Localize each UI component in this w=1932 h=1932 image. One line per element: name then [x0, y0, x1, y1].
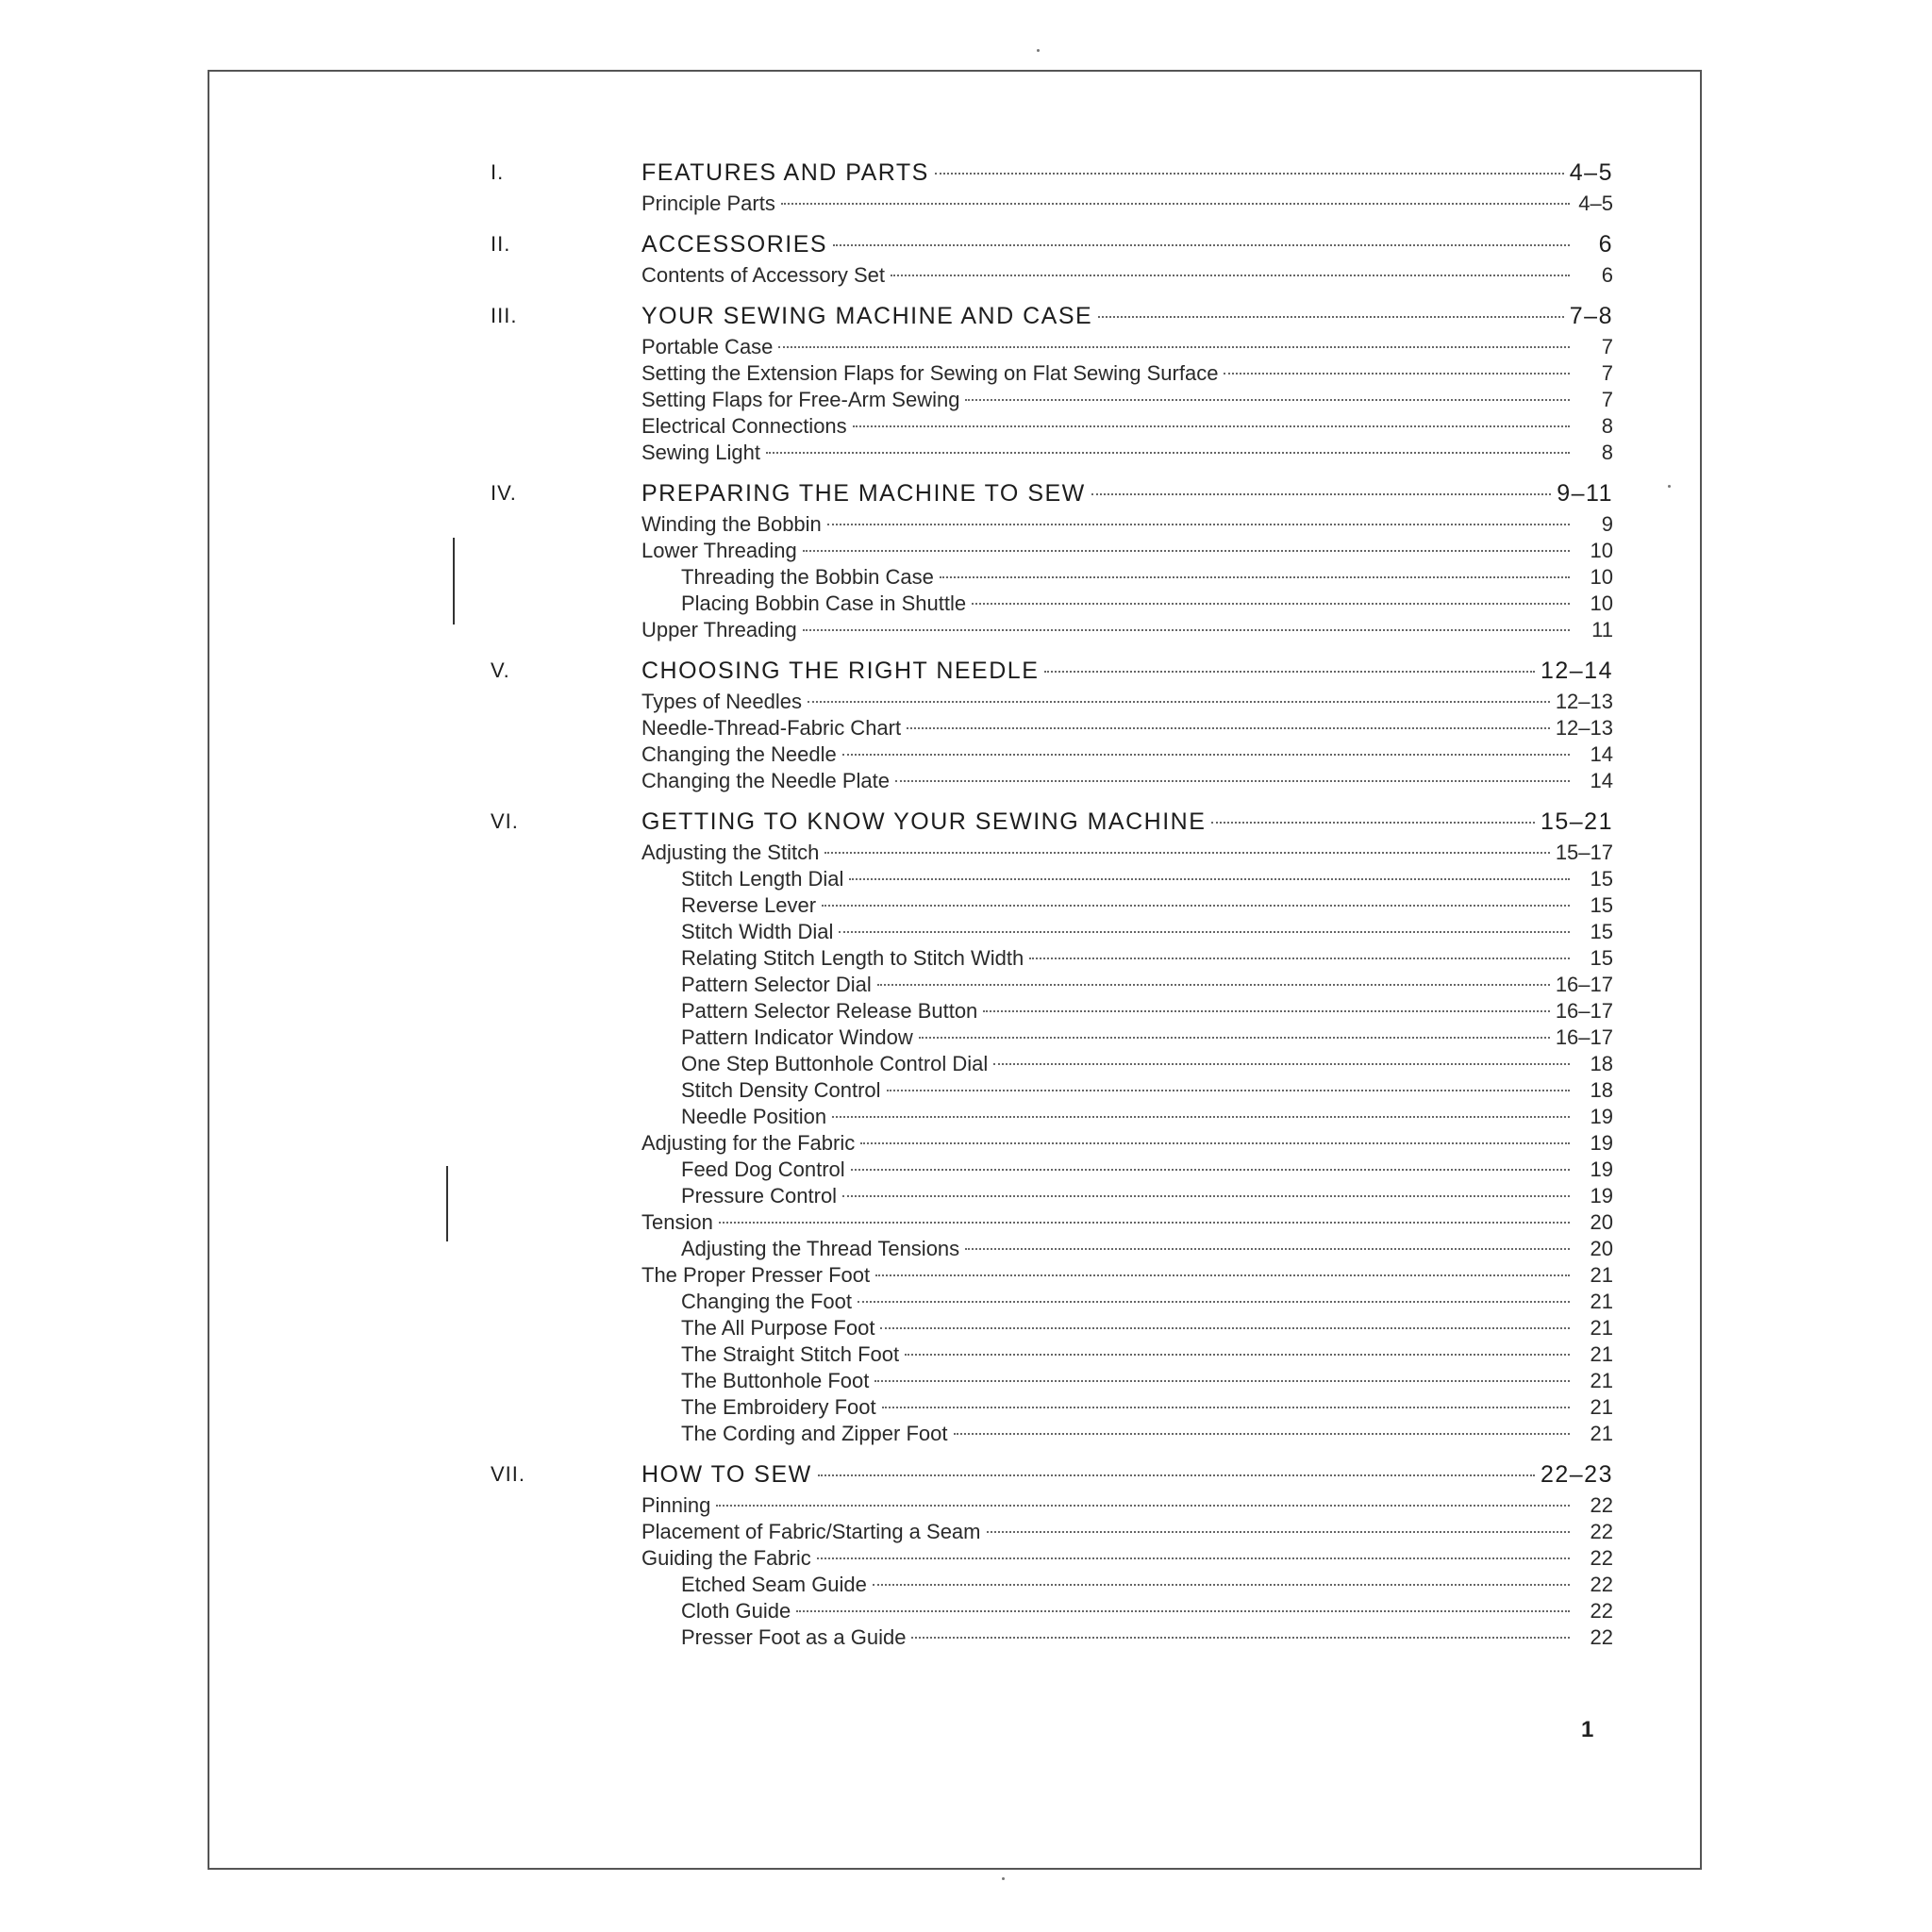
section-pages: 7–8 — [1569, 303, 1613, 329]
toc-entry — [509, 440, 1613, 466]
section-pages: 9–11 — [1557, 480, 1613, 507]
section-title: YOUR SEWING MACHINE AND CASE — [641, 303, 1093, 329]
toc-entry — [509, 1024, 1613, 1051]
toc-entry — [509, 998, 1613, 1024]
entry-pages: 22 — [1590, 1573, 1613, 1596]
entry-title: Changing the Foot — [681, 1290, 853, 1313]
toc-entry — [509, 360, 1613, 387]
section-gap — [509, 217, 1613, 226]
dot-leader — [858, 1301, 1570, 1303]
section-numeral: IV. — [491, 481, 517, 505]
section-title: GETTING TO KNOW YOUR SEWING MACHINE — [641, 808, 1207, 835]
dot-leader — [818, 1474, 1535, 1476]
entry-pages: 6 — [1601, 263, 1613, 287]
entry-pages: 19 — [1590, 1158, 1613, 1181]
section-title: PREPARING THE MACHINE TO SEW — [641, 480, 1086, 507]
dot-leader — [1211, 822, 1535, 824]
entry-pages: 22 — [1590, 1599, 1613, 1623]
entry-title: Changing the Needle Plate — [641, 769, 890, 792]
scan-speck — [1037, 49, 1040, 52]
entry-pages: 14 — [1590, 769, 1613, 792]
dot-leader — [987, 1531, 1571, 1533]
entry-title: Lower Threading — [641, 539, 797, 562]
dot-leader — [1224, 373, 1570, 375]
entry-pages: 20 — [1590, 1237, 1613, 1260]
entry-title: Guiding the Fabric — [641, 1546, 811, 1570]
toc-entry — [509, 866, 1613, 892]
entry-pages: 21 — [1590, 1342, 1613, 1366]
entry-pages: 8 — [1601, 414, 1613, 438]
toc-entry — [509, 1077, 1613, 1104]
dot-leader — [796, 1610, 1570, 1612]
toc-entry — [509, 715, 1613, 741]
toc-section — [491, 475, 1613, 643]
entry-title: Presser Foot as a Guide — [681, 1625, 907, 1649]
toc-entry — [509, 191, 1613, 217]
toc-entry — [509, 689, 1613, 715]
entry-pages: 21 — [1590, 1369, 1613, 1392]
dot-leader — [983, 1010, 1550, 1012]
margin-mark — [453, 538, 455, 625]
toc-entry — [509, 591, 1613, 617]
section-numeral: VII. — [491, 1462, 526, 1486]
entry-title: Pattern Selector Dial — [681, 973, 872, 996]
entry-pages: 4–5 — [1578, 192, 1613, 215]
entry-title: Threading the Bobbin Case — [681, 565, 934, 589]
section-pages: 15–21 — [1540, 808, 1613, 835]
dot-leader — [808, 701, 1550, 703]
toc-entry — [509, 945, 1613, 972]
toc-entry — [509, 1341, 1613, 1368]
toc-entry — [509, 1394, 1613, 1421]
toc-entry — [509, 564, 1613, 591]
entry-title: Stitch Width Dial — [681, 920, 834, 943]
entry-title: The Straight Stitch Foot — [681, 1342, 900, 1366]
entry-pages: 22 — [1590, 1625, 1613, 1649]
dot-leader — [954, 1433, 1571, 1435]
entry-title: Placing Bobbin Case in Shuttle — [681, 591, 967, 615]
entry-title: The Cording and Zipper Foot — [681, 1422, 948, 1445]
section-numeral: V. — [491, 658, 510, 682]
toc-entry — [509, 1157, 1613, 1183]
section-pages: 4–5 — [1569, 159, 1613, 186]
toc-section-heading — [491, 653, 1613, 689]
entry-title: The Proper Presser Foot — [641, 1263, 871, 1287]
entry-pages: 15 — [1590, 867, 1613, 891]
entry-pages: 21 — [1590, 1316, 1613, 1340]
entry-title: Sewing Light — [641, 441, 760, 464]
dot-leader — [860, 1142, 1570, 1144]
section-gap — [509, 794, 1613, 804]
table-of-contents — [491, 155, 1613, 1651]
dot-leader — [993, 1063, 1570, 1065]
toc-entry — [509, 387, 1613, 413]
entry-title: Feed Dog Control — [681, 1158, 845, 1181]
entry-title: Principle Parts — [641, 192, 775, 215]
toc-section — [491, 804, 1613, 1447]
entry-title: Etched Seam Guide — [681, 1573, 867, 1596]
entry-pages: 20 — [1590, 1210, 1613, 1234]
entry-title: Adjusting the Thread Tensions — [681, 1237, 960, 1260]
entry-pages: 15–17 — [1555, 841, 1613, 864]
dot-leader — [965, 399, 1570, 401]
dot-leader — [875, 1274, 1570, 1276]
entry-title: Stitch Length Dial — [681, 867, 844, 891]
dot-leader — [716, 1505, 1570, 1507]
entry-pages: 7 — [1601, 335, 1613, 358]
section-gap — [509, 643, 1613, 653]
toc-section — [491, 155, 1613, 217]
section-title: ACCESSORIES — [641, 231, 828, 258]
entry-pages: 18 — [1590, 1052, 1613, 1075]
toc-entry — [509, 1519, 1613, 1545]
entry-title: Portable Case — [641, 335, 774, 358]
dot-leader — [803, 629, 1570, 631]
dot-leader — [911, 1637, 1570, 1639]
section-numeral: II. — [491, 232, 511, 256]
toc-entry — [509, 892, 1613, 919]
toc-entry — [509, 1104, 1613, 1130]
entry-title: Pattern Selector Release Button — [681, 999, 978, 1023]
dot-leader — [965, 1248, 1570, 1250]
entry-title: Setting Flaps for Free-Arm Sewing — [641, 388, 960, 411]
entry-title: Winding the Bobbin — [641, 512, 822, 536]
dot-leader — [842, 1195, 1570, 1197]
toc-entry — [509, 538, 1613, 564]
entry-pages: 10 — [1590, 539, 1613, 562]
toc-section-heading — [491, 804, 1613, 840]
section-gap — [509, 466, 1613, 475]
section-gap — [509, 289, 1613, 298]
entry-title: The Embroidery Foot — [681, 1395, 876, 1419]
entry-title: Setting the Extension Flaps for Sewing on Flat Sewing Surface — [641, 361, 1219, 385]
toc-entry — [509, 1183, 1613, 1209]
entry-title: The Buttonhole Foot — [681, 1369, 870, 1392]
dot-leader — [842, 754, 1570, 756]
toc-entry — [509, 1368, 1613, 1394]
toc-section-heading — [491, 475, 1613, 511]
toc-entry — [509, 840, 1613, 866]
toc-entry — [509, 1236, 1613, 1262]
section-numeral: VI. — [491, 809, 519, 833]
toc-section-heading — [491, 1457, 1613, 1492]
entry-pages: 21 — [1590, 1263, 1613, 1287]
entry-pages: 19 — [1590, 1131, 1613, 1155]
entry-pages: 16–17 — [1555, 999, 1613, 1023]
dot-leader — [905, 1354, 1570, 1356]
entry-title: Types of Needles — [641, 690, 802, 713]
entry-pages: 9 — [1601, 512, 1613, 536]
entry-title: Electrical Connections — [641, 414, 847, 438]
entry-title: Pinning — [641, 1493, 711, 1517]
toc-entry — [509, 511, 1613, 538]
toc-entry — [509, 919, 1613, 945]
entry-pages: 7 — [1601, 361, 1613, 385]
toc-section-heading — [491, 298, 1613, 334]
entry-title: Upper Threading — [641, 618, 797, 641]
entry-title: Pattern Indicator Window — [681, 1025, 913, 1049]
dot-leader — [766, 452, 1570, 454]
entry-pages: 16–17 — [1555, 1025, 1613, 1049]
entry-title: Pressure Control — [681, 1184, 838, 1208]
entry-title: One Step Buttonhole Control Dial — [681, 1052, 989, 1075]
toc-entry — [509, 741, 1613, 768]
toc-entry — [509, 334, 1613, 360]
dot-leader — [919, 1037, 1550, 1039]
dot-leader — [972, 603, 1570, 605]
dot-leader — [887, 1090, 1570, 1091]
dot-leader — [851, 1169, 1570, 1171]
toc-section — [491, 298, 1613, 466]
dot-leader — [833, 244, 1570, 246]
toc-entry — [509, 1209, 1613, 1236]
toc-entry — [509, 617, 1613, 643]
section-pages: 22–23 — [1540, 1461, 1613, 1488]
toc-entry — [509, 262, 1613, 289]
entry-pages: 10 — [1590, 565, 1613, 589]
entry-title: Relating Stitch Length to Stitch Width — [681, 946, 1024, 970]
toc-entry — [509, 1130, 1613, 1157]
entry-title: Changing the Needle — [641, 742, 837, 766]
dot-leader — [803, 550, 1570, 552]
entry-pages: 21 — [1590, 1395, 1613, 1419]
section-numeral: III. — [491, 304, 518, 327]
dot-leader — [822, 905, 1570, 907]
toc-entry — [509, 1624, 1613, 1651]
entry-title: Reverse Lever — [681, 893, 817, 917]
entry-title: The All Purpose Foot — [681, 1316, 875, 1340]
entry-pages: 15 — [1590, 920, 1613, 943]
entry-pages: 22 — [1590, 1493, 1613, 1517]
dot-leader — [874, 1380, 1570, 1382]
entry-title: Adjusting the Stitch — [641, 841, 820, 864]
entry-title: Needle Position — [681, 1105, 827, 1128]
dot-leader — [895, 780, 1570, 782]
entry-pages: 22 — [1590, 1546, 1613, 1570]
section-title: CHOOSING THE RIGHT NEEDLE — [641, 658, 1040, 684]
toc-entry — [509, 1572, 1613, 1598]
dot-leader — [907, 727, 1550, 729]
entry-pages: 18 — [1590, 1078, 1613, 1102]
entry-title: Placement of Fabric/Starting a Seam — [641, 1520, 981, 1543]
entry-title: Contents of Accessory Set — [641, 263, 886, 287]
dot-leader — [781, 203, 1570, 205]
toc-entry — [509, 1262, 1613, 1289]
toc-entry — [509, 1598, 1613, 1624]
entry-title: Needle-Thread-Fabric Chart — [641, 716, 902, 740]
toc-entry — [509, 768, 1613, 794]
page-number: 1 — [1581, 1717, 1594, 1742]
dot-leader — [824, 852, 1549, 854]
entry-pages: 11 — [1591, 618, 1613, 641]
dot-leader — [891, 275, 1570, 276]
toc-entry — [509, 1421, 1613, 1447]
entry-pages: 7 — [1601, 388, 1613, 411]
toc-section — [491, 653, 1613, 794]
entry-title: Stitch Density Control — [681, 1078, 881, 1102]
entry-pages: 14 — [1590, 742, 1613, 766]
dot-leader — [1029, 958, 1570, 959]
dot-leader — [873, 1584, 1570, 1586]
scan-speck — [1668, 485, 1671, 488]
toc-entry — [509, 1289, 1613, 1315]
toc-section-heading — [491, 226, 1613, 262]
toc-entry — [509, 972, 1613, 998]
toc-entry — [509, 1315, 1613, 1341]
toc-section — [491, 1457, 1613, 1651]
entry-title: Adjusting for the Fabric — [641, 1131, 856, 1155]
dot-leader — [719, 1222, 1570, 1224]
entry-pages: 8 — [1601, 441, 1613, 464]
dot-leader — [832, 1116, 1570, 1118]
section-pages: 12–14 — [1540, 658, 1613, 684]
dot-leader — [1044, 671, 1535, 673]
toc-section-heading — [491, 155, 1613, 191]
entry-pages: 15 — [1590, 893, 1613, 917]
section-title: FEATURES AND PARTS — [641, 159, 929, 186]
dot-leader — [839, 931, 1570, 933]
dot-leader — [940, 576, 1570, 578]
entry-pages: 10 — [1590, 591, 1613, 615]
dot-leader — [935, 173, 1564, 175]
dot-leader — [778, 346, 1570, 348]
entry-pages: 15 — [1590, 946, 1613, 970]
entry-pages: 19 — [1590, 1105, 1613, 1128]
dot-leader — [849, 878, 1570, 880]
dot-leader — [853, 425, 1570, 427]
section-pages: 6 — [1598, 231, 1613, 258]
dot-leader — [1098, 316, 1564, 318]
section-title: HOW TO SEW — [641, 1461, 812, 1488]
toc-entry — [509, 1492, 1613, 1519]
dot-leader — [877, 984, 1550, 986]
entry-pages: 21 — [1590, 1422, 1613, 1445]
dot-leader — [1091, 493, 1551, 495]
dot-leader — [882, 1407, 1570, 1408]
dot-leader — [880, 1327, 1570, 1329]
entry-title: Cloth Guide — [681, 1599, 791, 1623]
entry-title: Tension — [641, 1210, 713, 1234]
toc-entry — [509, 1051, 1613, 1077]
margin-mark — [446, 1166, 448, 1241]
entry-pages: 16–17 — [1555, 973, 1613, 996]
dot-leader — [817, 1557, 1570, 1559]
section-gap — [509, 1447, 1613, 1457]
toc-section — [491, 226, 1613, 289]
section-numeral: I. — [491, 160, 505, 184]
toc-entry — [509, 1545, 1613, 1572]
entry-pages: 21 — [1590, 1290, 1613, 1313]
toc-entry — [509, 413, 1613, 440]
entry-pages: 12–13 — [1555, 716, 1613, 740]
entry-pages: 19 — [1590, 1184, 1613, 1208]
entry-pages: 22 — [1590, 1520, 1613, 1543]
entry-pages: 12–13 — [1555, 690, 1613, 713]
scan-speck — [1002, 1877, 1005, 1880]
dot-leader — [827, 524, 1570, 525]
